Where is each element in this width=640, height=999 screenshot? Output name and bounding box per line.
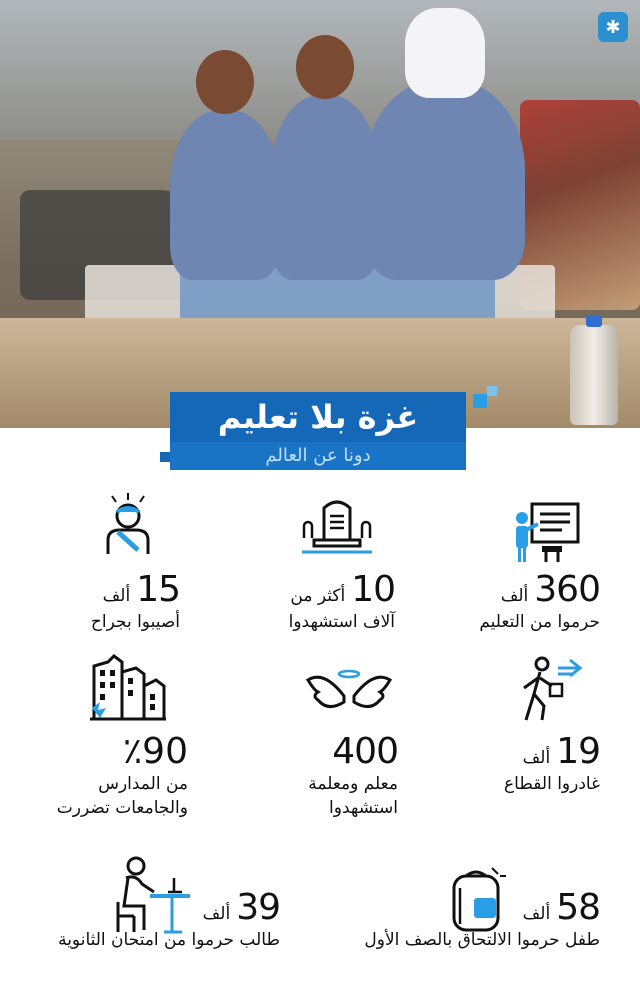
stat-label: معلم ومعلمة xyxy=(308,774,398,794)
stat-number: 19 xyxy=(556,731,600,772)
page-title: غزة بلا تعليم xyxy=(217,398,419,436)
girl-left xyxy=(170,110,280,280)
stat-schools xyxy=(0,732,188,820)
stat-number: 10 xyxy=(351,569,395,610)
decor-square xyxy=(487,386,497,396)
stat-label: طالب حرموا من امتحان الثانوية xyxy=(58,930,280,950)
stat-label: من المدارس xyxy=(98,774,188,794)
stat-deprived xyxy=(400,570,600,634)
title-panel xyxy=(170,392,466,470)
page-subtitle: دونا عن العالم xyxy=(170,442,466,470)
girl-right xyxy=(365,80,525,280)
decor-square xyxy=(160,452,170,462)
stat-secondary-exam xyxy=(20,888,280,952)
stat-unit: ألف xyxy=(102,586,131,606)
teacher-board-icon xyxy=(512,500,582,566)
stat-number: 400 xyxy=(332,731,398,772)
stat-injured xyxy=(0,570,180,634)
stat-label: غادروا القطاع xyxy=(504,774,600,794)
stat-left xyxy=(400,732,600,796)
girl-middle xyxy=(270,95,380,280)
stat-number: 39 xyxy=(236,887,280,928)
stat-label: استشهدوا xyxy=(329,798,398,818)
injured-child-icon xyxy=(102,492,154,558)
stat-unit: ألف xyxy=(522,748,551,768)
person-leaving-icon xyxy=(518,654,588,724)
stat-unit: ألف xyxy=(202,904,231,924)
stat-label: والجامعات تضررت xyxy=(56,798,188,818)
hero-photo xyxy=(0,0,640,428)
stat-number: 58 xyxy=(556,887,600,928)
decor-square xyxy=(473,394,487,408)
stat-label: حرموا من التعليم xyxy=(479,612,600,632)
stat-number: ٪90 xyxy=(122,731,188,772)
stat-first-grade xyxy=(340,888,600,952)
stat-unit: ألف xyxy=(522,904,551,924)
stat-teachers xyxy=(198,732,398,820)
angel-wings-icon xyxy=(304,666,394,714)
stat-number: 15 xyxy=(136,569,180,610)
water-bottle xyxy=(570,325,618,425)
damaged-building-icon xyxy=(88,652,168,722)
stat-martyred xyxy=(195,570,395,634)
aljazeera-logo-icon: ✱ xyxy=(598,12,628,42)
grave-icon xyxy=(298,494,376,560)
stat-label: أصيبوا بجراح xyxy=(90,612,180,632)
stat-number: 360 xyxy=(534,569,600,610)
stat-label: آلاف استشهدوا xyxy=(288,612,395,632)
stat-unit: أكثر من xyxy=(290,586,346,606)
stat-unit: ألف xyxy=(500,586,529,606)
stat-label: طفل حرموا الالتحاق بالصف الأول xyxy=(364,930,600,950)
